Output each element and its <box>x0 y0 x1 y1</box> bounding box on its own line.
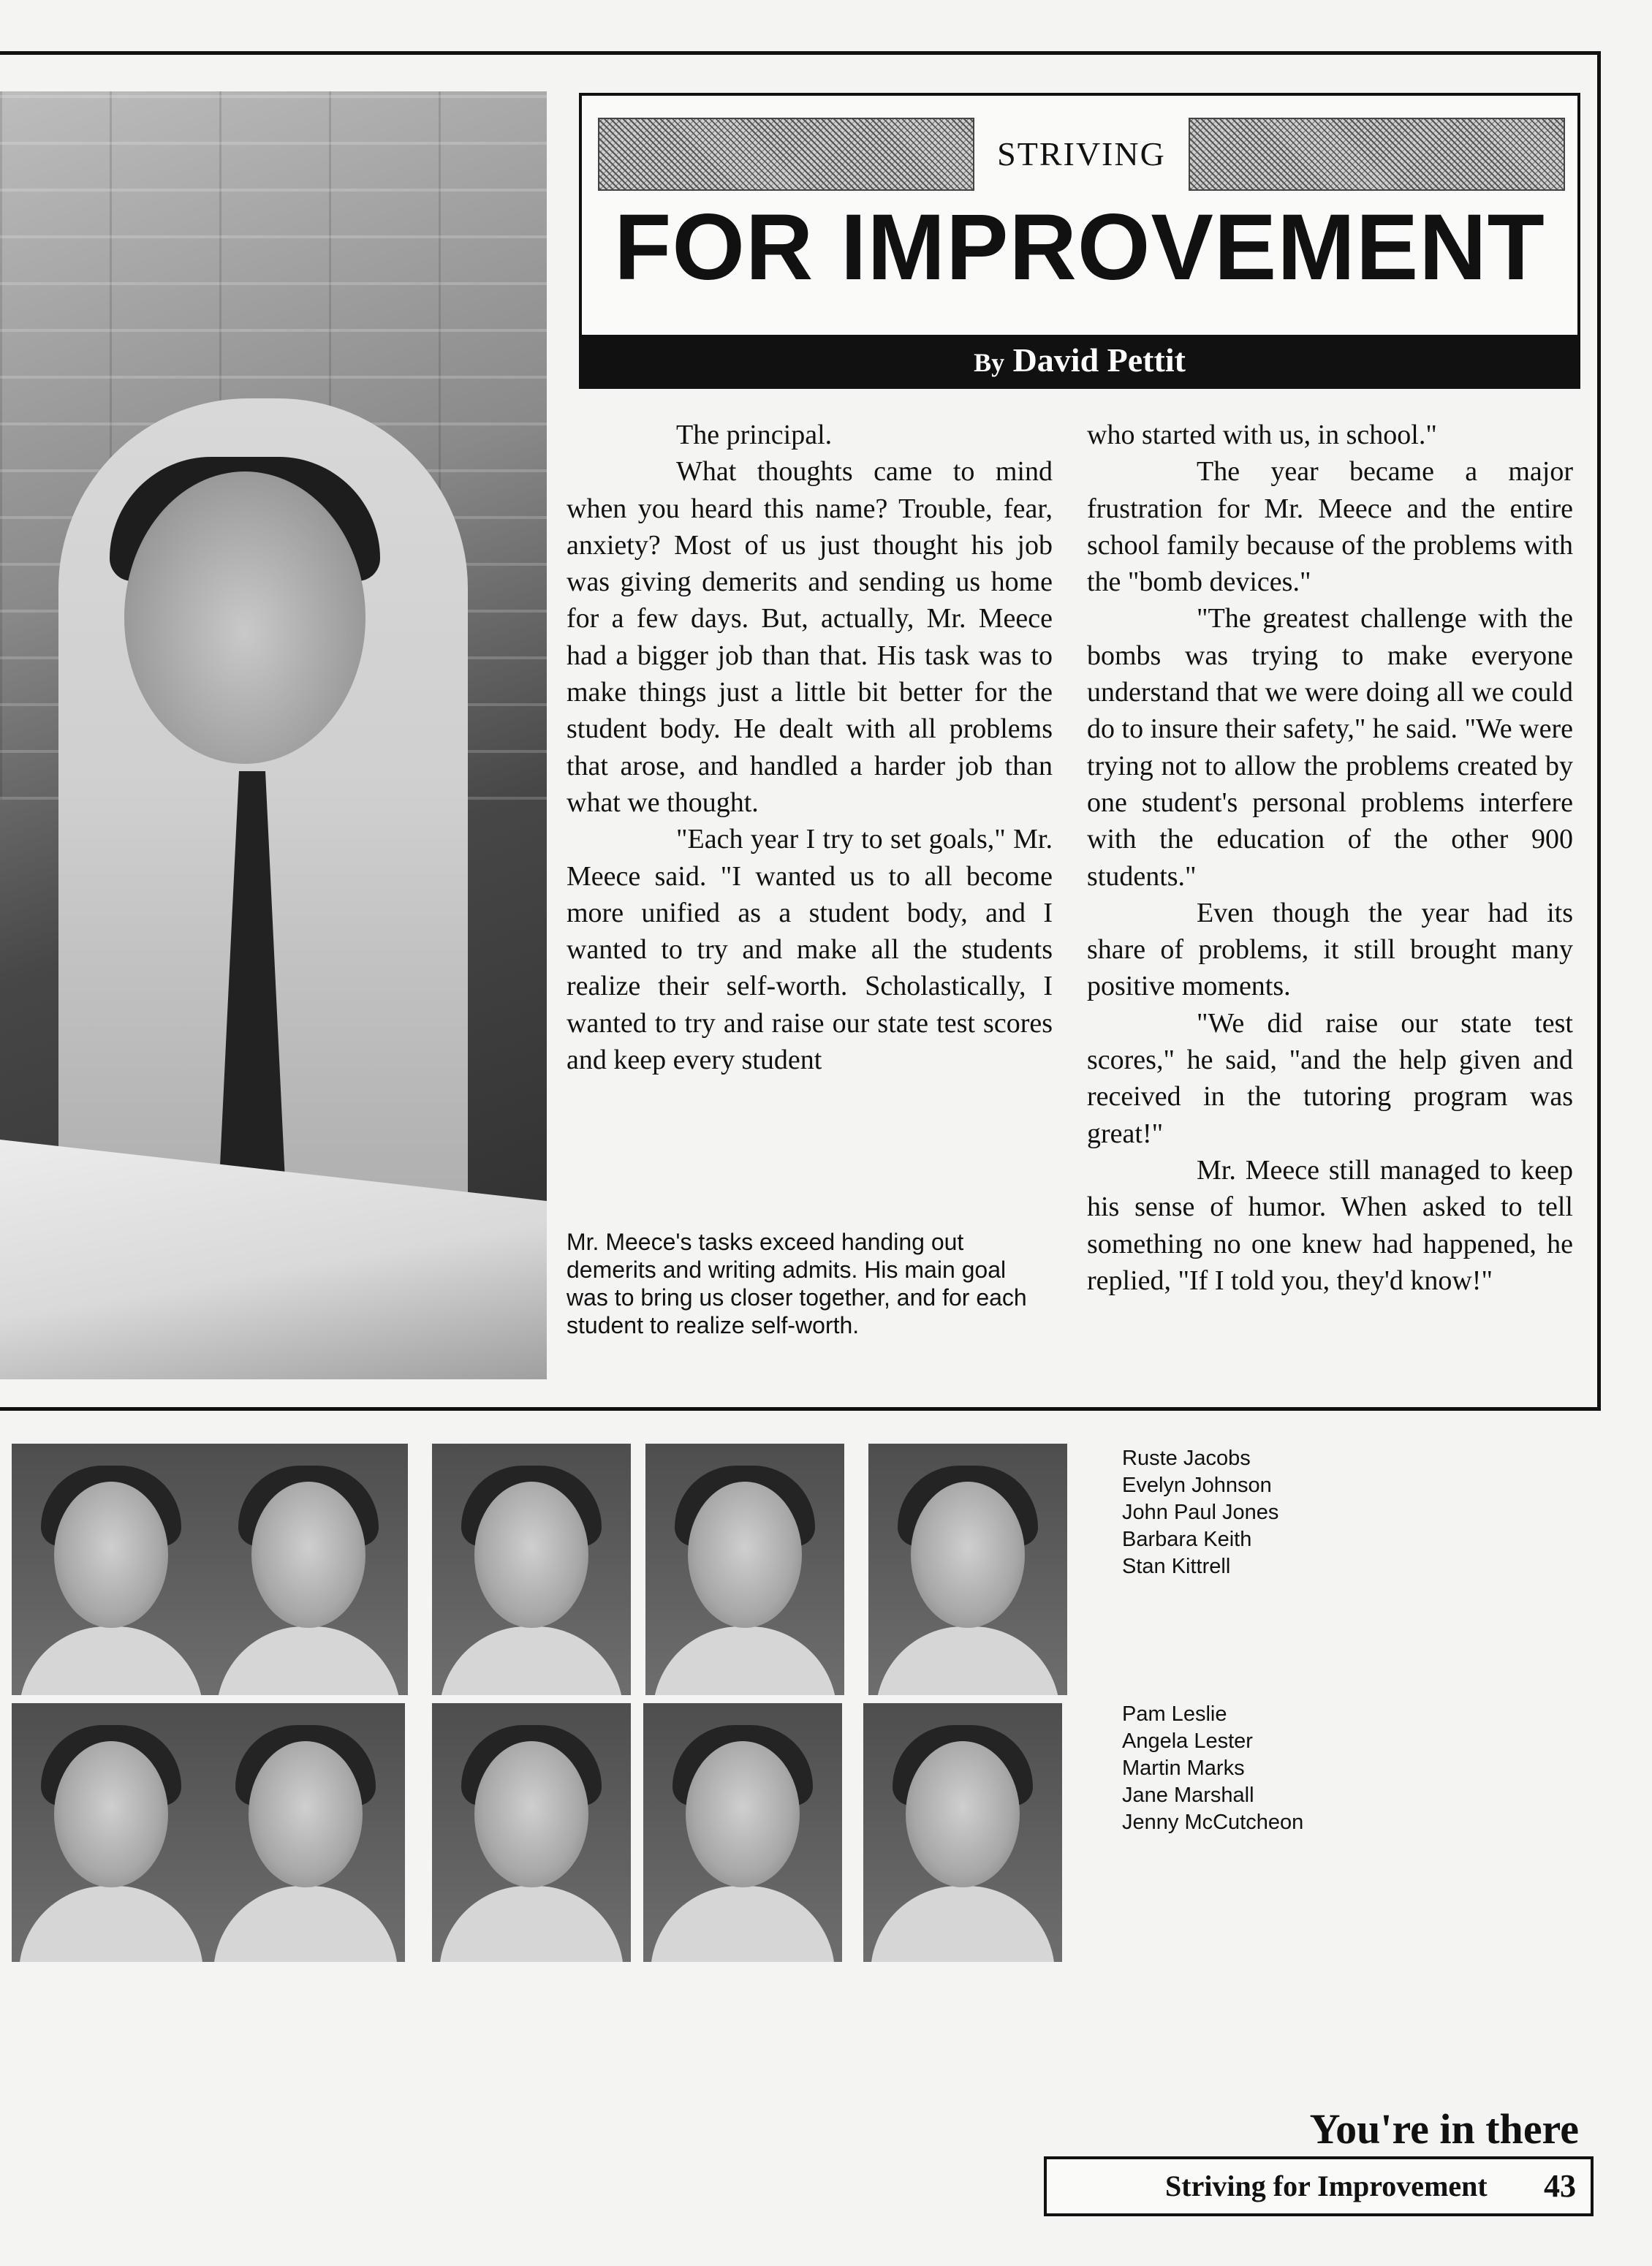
name-label: Martin Marks <box>1122 1757 1245 1780</box>
name-label: Ruste Jacobs <box>1122 1447 1251 1470</box>
byline <box>582 335 1577 386</box>
portrait-martin-marks <box>432 1703 631 1962</box>
portrait-angela-lester <box>206 1703 405 1962</box>
portrait-ruste-jacobs <box>12 1444 211 1695</box>
article-paragraph: What thoughts came to mind when you heard this name? Trouble, fear, anxiety? Most of us just thought his job was giving demerits and sending us home for a few days. But, actually, Mr. Meece had a bigger job than that. His task was to make things just a little bit better for the student body. He dealt with all problems that arose, and handled a harder job than what we thought. <box>567 456 1053 818</box>
name-label: Stan Kittrell <box>1122 1555 1231 1578</box>
article-paragraph: The year became a major frustration for Mr. Meece and the entire school family because of the problems with the "bomb devices." <box>1087 456 1573 598</box>
title-kicker: STRIVING <box>997 135 1166 173</box>
portrait-john-paul-jones <box>432 1444 631 1695</box>
principal-head <box>124 471 365 764</box>
byline-prefix: By <box>974 348 1005 377</box>
photo-caption: Mr. Meece's tasks exceed handing out demerits and writing admits. His main goal was to bring us closer together, and for each student to realize self-worth. <box>567 1229 1027 1338</box>
names-row-1 <box>1122 1445 1278 1580</box>
name-label: Barbara Keith <box>1122 1528 1252 1551</box>
article-paragraph: "We did raise our state test scores," he said, "and the help given and received in the tutoring program was great!" <box>1087 1007 1573 1149</box>
principal-photo <box>0 91 547 1379</box>
article-paragraph: Mr. Meece still managed to keep his sense of humor. When asked to tell something no one knew had happened, he replied, "If I told you, they'd know!" <box>1087 1154 1573 1296</box>
footer-title: You're in there <box>1309 2105 1579 2153</box>
article-paragraph: who started with us, in school." <box>1087 420 1437 450</box>
title-hatch-right <box>1189 118 1565 191</box>
article-column-2 <box>1087 417 1573 1299</box>
name-label: Jane Marshall <box>1122 1784 1254 1807</box>
portrait-stan-kittrell <box>868 1444 1067 1695</box>
article-paragraph: The principal. <box>676 420 833 450</box>
byline-author: David Pettit <box>1012 341 1186 379</box>
footer-section: Striving for Improvement <box>1165 2170 1488 2202</box>
page-title: FOR IMPROVEMENT <box>614 195 1545 300</box>
title-box <box>579 93 1580 389</box>
page-number: 43 <box>1544 2168 1576 2204</box>
article-column-1 <box>567 417 1053 1078</box>
name-label: John Paul Jones <box>1122 1501 1279 1524</box>
portrait-evelyn-johnson <box>209 1444 408 1695</box>
title-hatch-left <box>598 118 974 191</box>
names-row-2 <box>1122 1701 1303 1836</box>
portrait-jane-marshall <box>643 1703 842 1962</box>
article-paragraph: "Each year I try to set goals," Mr. Meece said. "I wanted us to all become more unified as a student body, and I wanted to try and make all the students realize their self-worth. Scholastically, I wanted to try and raise our state test scores and keep every student <box>567 824 1053 1076</box>
portrait-barbara-keith <box>645 1444 844 1695</box>
name-label: Pam Leslie <box>1122 1702 1227 1726</box>
footer-box <box>1044 2156 1594 2216</box>
portrait-jenny-mccutcheon <box>863 1703 1062 1962</box>
name-label: Jenny McCutcheon <box>1122 1811 1304 1834</box>
name-label: Angela Lester <box>1122 1729 1253 1753</box>
article-paragraph: Even though the year had its share of problems, it still brought many positive moments. <box>1087 897 1573 1002</box>
portrait-pam-leslie <box>12 1703 211 1962</box>
article-paragraph: "The greatest challenge with the bombs was trying to make everyone understand that we were doing all we could do to insure their safety," he said. "We were trying not to allow the problems created by one student's personal problems interfere with the education of the other 900 students." <box>1087 603 1573 892</box>
name-label: Evelyn Johnson <box>1122 1474 1272 1497</box>
